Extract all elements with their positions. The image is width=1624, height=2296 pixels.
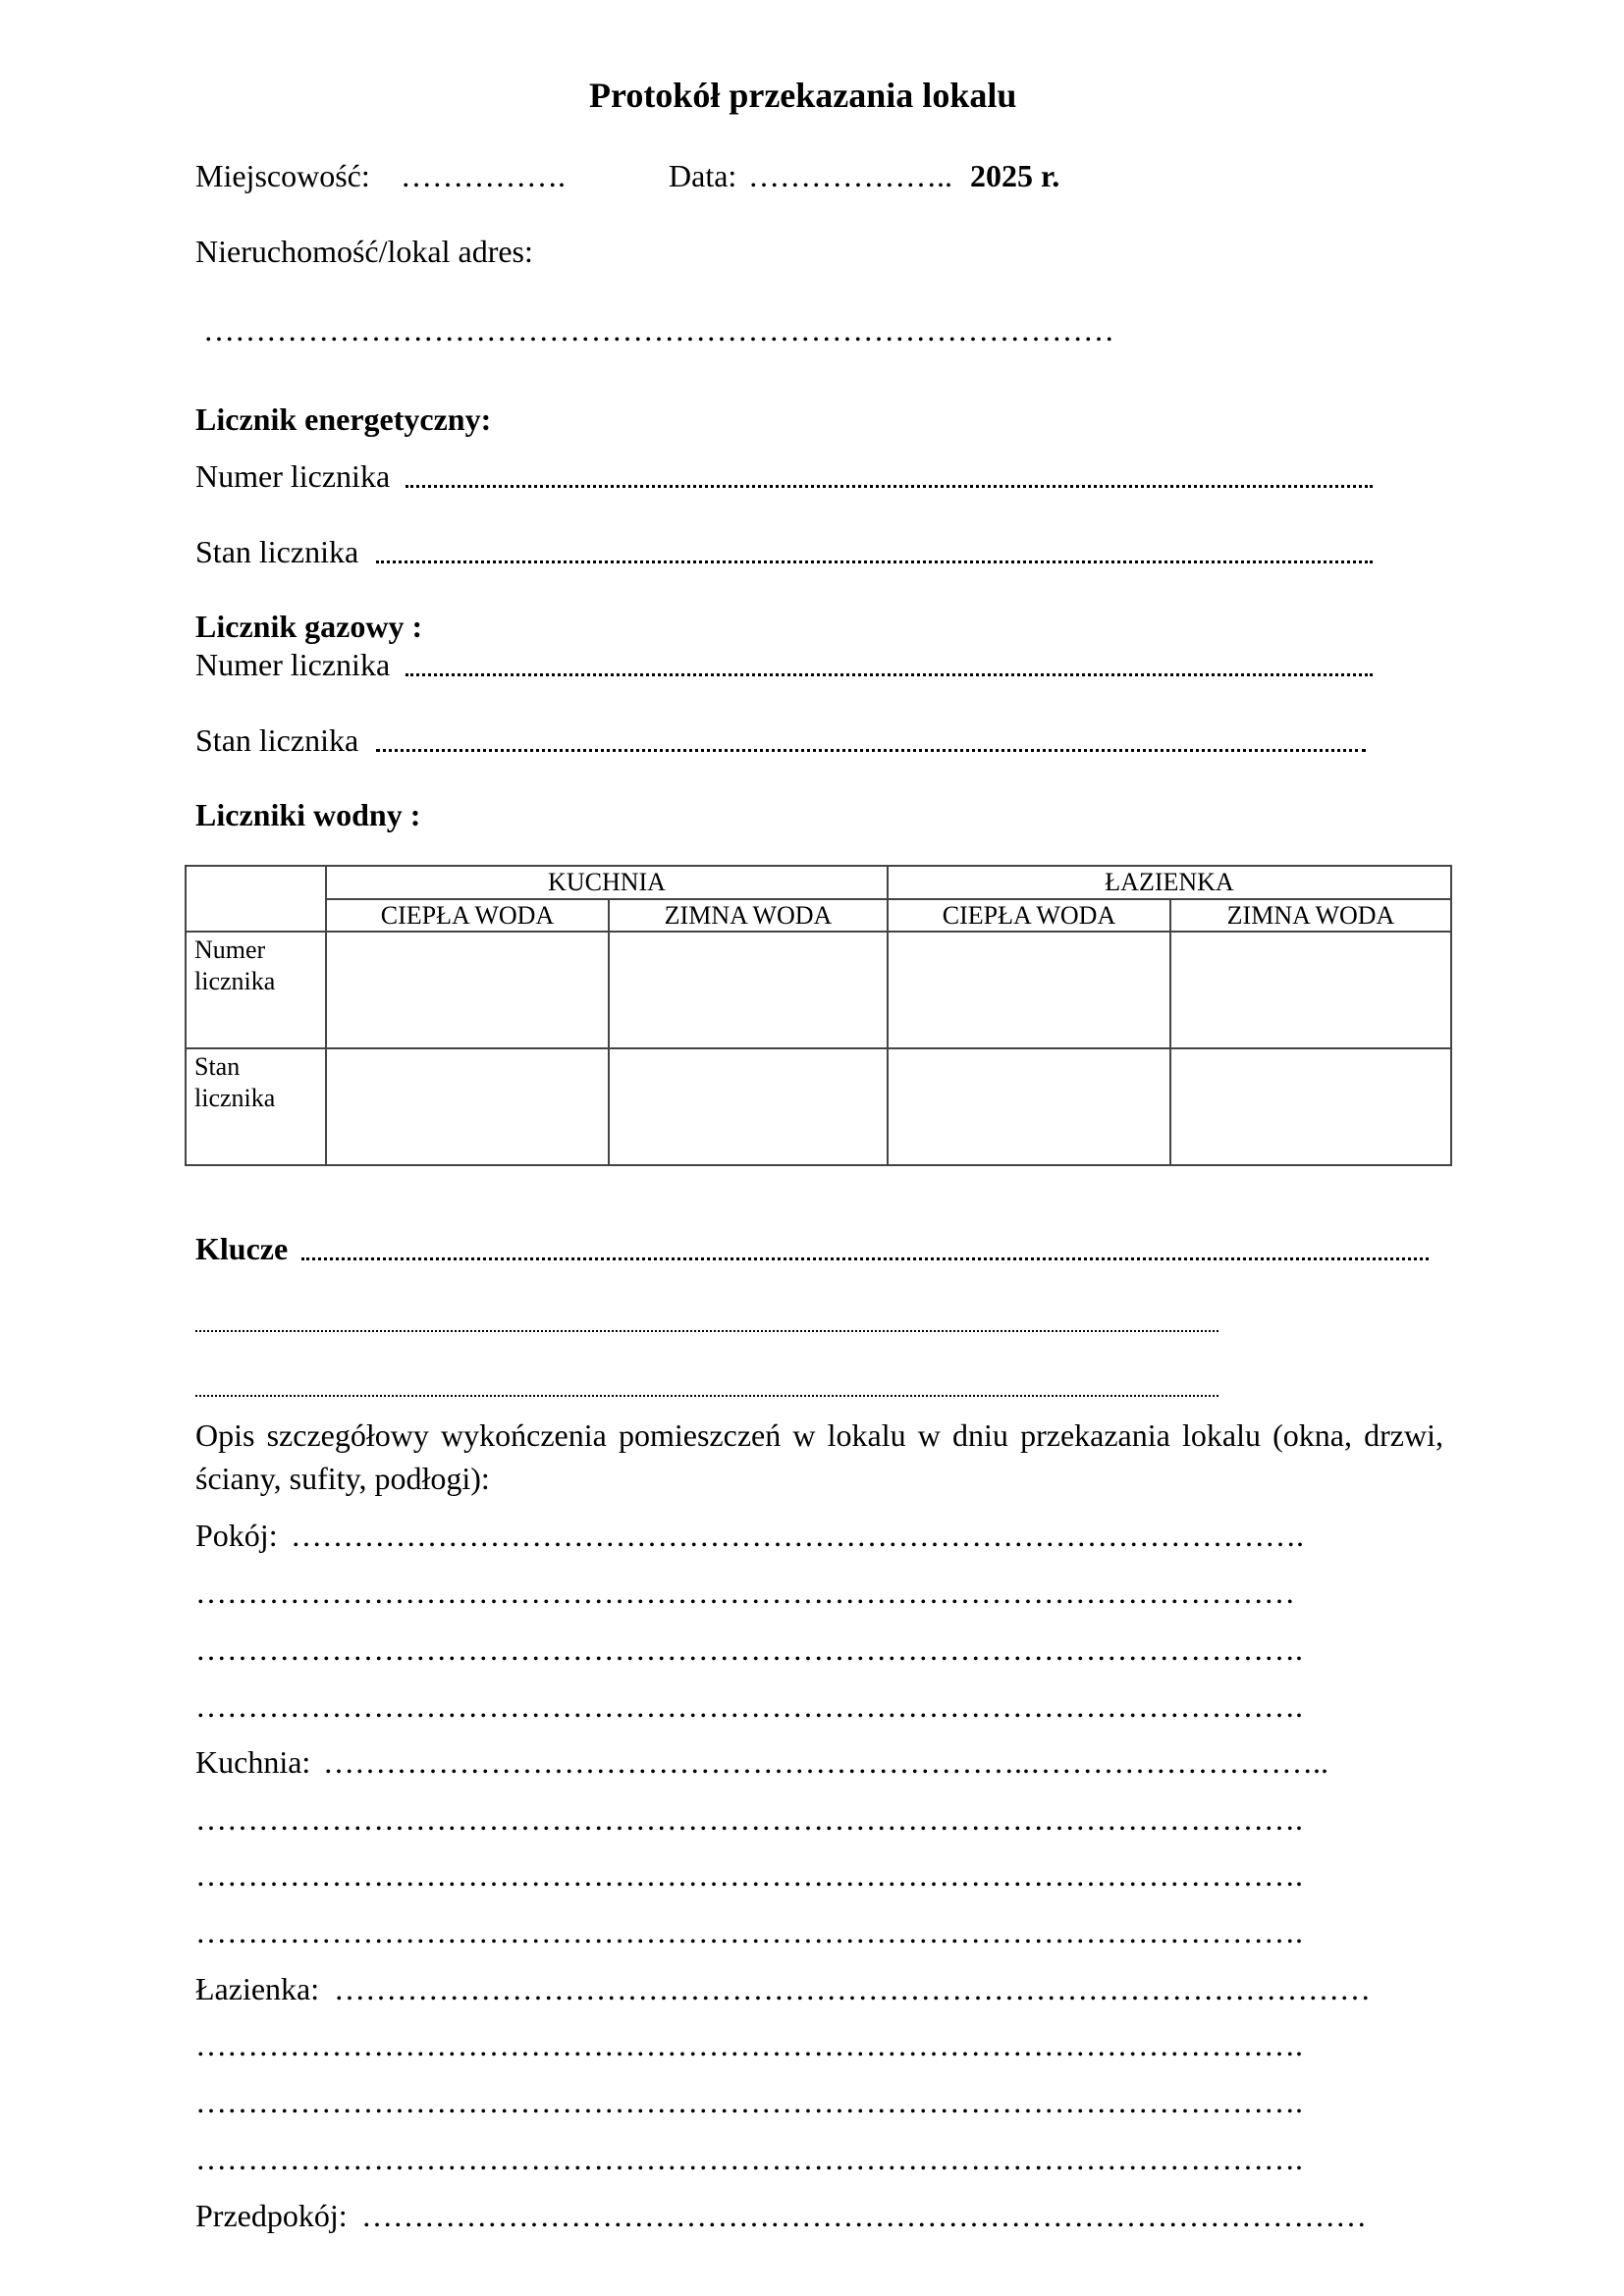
- table-corner-cell: [186, 866, 326, 932]
- kitchen-line-4[interactable]: …………………………………………………………………………………………….: [195, 1914, 1303, 1949]
- room-line-4[interactable]: …………………………………………………………………………………………….: [195, 1688, 1303, 1724]
- cell-bathroom-cold-number[interactable]: [1170, 932, 1451, 1048]
- column-header-bathroom-cold: ZIMNA WODA: [1170, 899, 1451, 932]
- row-header-meter-number: Numer licznika: [186, 932, 326, 1048]
- bathroom-line-3[interactable]: …………………………………………………………………………………………….: [195, 2084, 1303, 2119]
- cell-bathroom-hot-state[interactable]: [888, 1048, 1170, 1165]
- gas-meter-state-label: Stan licznika: [195, 722, 359, 758]
- water-meters-heading: Liczniki wodny :: [195, 797, 421, 832]
- room-line-2[interactable]: ……………………………………………………………………………………………: [195, 1575, 1295, 1610]
- gas-meter-number-field[interactable]: [406, 646, 1373, 676]
- bathroom-label: Łazienka:: [195, 1971, 320, 2006]
- date-field[interactable]: ………………..: [748, 158, 952, 193]
- kitchen-line-3[interactable]: …………………………………………………………………………………………….: [195, 1857, 1303, 1893]
- keys-line-2[interactable]: [195, 1306, 1218, 1332]
- group-header-bathroom: ŁAZIENKA: [888, 866, 1451, 899]
- bathroom-line-2[interactable]: …………………………………………………………………………………………….: [195, 2027, 1303, 2062]
- year-label: 2025 r.: [970, 158, 1060, 193]
- cell-kitchen-cold-number[interactable]: [609, 932, 888, 1048]
- cell-bathroom-cold-state[interactable]: [1170, 1048, 1451, 1165]
- place-label: Miejscowość:: [195, 158, 370, 193]
- cell-kitchen-hot-number[interactable]: [326, 932, 609, 1048]
- room-line-3[interactable]: …………………………………………………………………………………………….: [195, 1631, 1303, 1667]
- energy-meter-number-field[interactable]: [406, 457, 1373, 488]
- energy-meter-state-field[interactable]: [376, 533, 1373, 563]
- row-header-meter-state: Stan licznika: [186, 1048, 326, 1165]
- keys-line-3[interactable]: [195, 1370, 1218, 1397]
- cell-bathroom-hot-number[interactable]: [888, 932, 1170, 1048]
- group-header-kitchen: KUCHNIA: [326, 866, 888, 899]
- bathroom-line-1[interactable]: ………………………………………………………………………………………: [334, 1971, 1371, 2006]
- gas-meter-heading: Licznik gazowy :: [195, 609, 423, 644]
- gas-meter-state-field[interactable]: [376, 721, 1366, 752]
- place-field[interactable]: …………….: [401, 158, 566, 193]
- kitchen-label: Kuchnia:: [195, 1744, 311, 1780]
- water-meters-table: [185, 865, 1452, 1166]
- description-paragraph: Opis szczegółowy wykończenia pomieszczeń w lokalu w dniu przekazania lokalu (okna, drzwi, ściany, sufity, podłogi):: [195, 1417, 1443, 1496]
- cell-kitchen-cold-state[interactable]: [609, 1048, 888, 1165]
- cell-kitchen-hot-state[interactable]: [326, 1048, 609, 1165]
- bathroom-line-4[interactable]: …………………………………………………………………………………………….: [195, 2141, 1303, 2176]
- document-title: Protokół przekazania lokalu: [589, 76, 1017, 115]
- kitchen-line-1[interactable]: …………………………………………………………..………………………..: [323, 1744, 1328, 1780]
- gas-meter-number-label: Numer licznika: [195, 647, 391, 682]
- column-header-kitchen-cold: ZIMNA WODA: [609, 899, 888, 932]
- address-field[interactable]: ……………………………………………………………………………: [203, 312, 1114, 347]
- hallway-label: Przedpokój:: [195, 2198, 348, 2233]
- keys-label: Klucze: [195, 1231, 289, 1266]
- address-label: Nieruchomość/lokal adres:: [195, 234, 533, 269]
- energy-meter-number-label: Numer licznika: [195, 458, 391, 494]
- kitchen-line-2[interactable]: …………………………………………………………………………………………….: [195, 1801, 1303, 1837]
- column-header-bathroom-hot: CIEPŁA WODA: [888, 899, 1170, 932]
- column-header-kitchen-hot: CIEPŁA WODA: [326, 899, 609, 932]
- date-label: Data:: [669, 158, 737, 193]
- room-label: Pokój:: [195, 1518, 278, 1553]
- keys-field[interactable]: [301, 1230, 1429, 1260]
- hallway-line-1[interactable]: ……………………………………………………………………………………: [361, 2198, 1367, 2233]
- energy-meter-state-label: Stan licznika: [195, 534, 359, 569]
- room-line-1[interactable]: …………………………………………………………………………………….: [291, 1518, 1304, 1553]
- energy-meter-heading: Licznik energetyczny:: [195, 401, 492, 437]
